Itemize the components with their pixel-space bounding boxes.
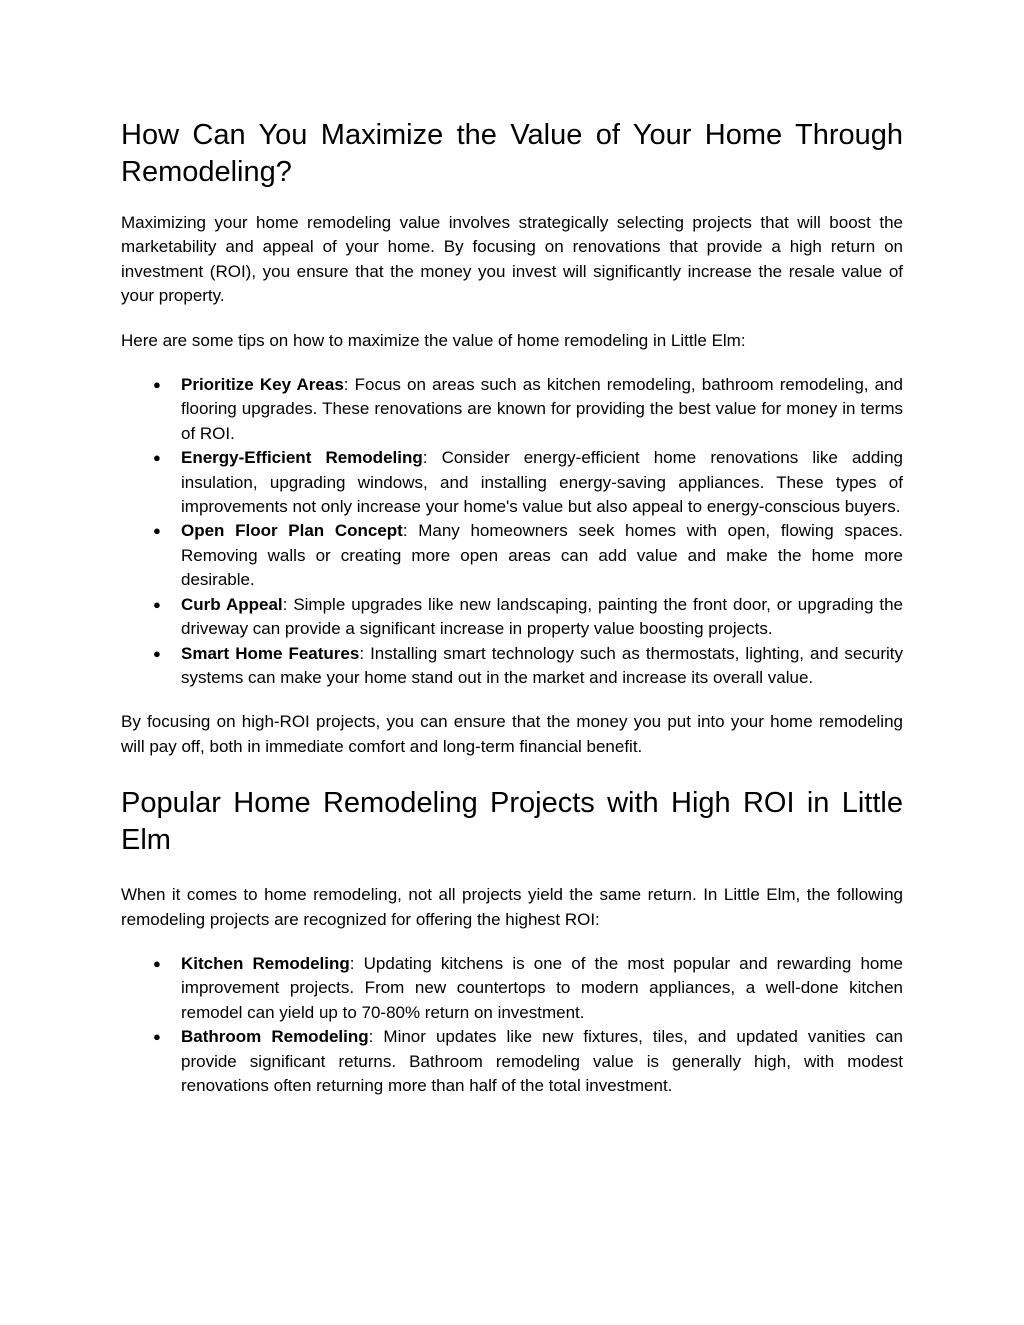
section-heading-popular-projects: Popular Home Remodeling Projects with High ROI in Little Elm (121, 787, 903, 857)
list-item-text: : Updating kitchens is one of the most popular and rewarding home improvement projects. From new countertops to modern appliances, a well-done kitchen remodel can yield up to 70-80% return on investment. (181, 953, 903, 1022)
bullet-icon: ● (153, 596, 161, 612)
intro-paragraph: Maximizing your home remodeling value involves strategically selecting projects that will boost the marketability and appeal of your home. By focusing on renovations that provide a high return on investment (ROI), you ensure that the money you invest will significantly increase the resale value of your property. (121, 213, 903, 306)
bullet-icon: ● (153, 645, 161, 661)
bullet-icon: ● (153, 450, 161, 466)
list-item (121, 446, 903, 519)
closing-paragraph: By focusing on high-ROI projects, you can ensure that the money you put into your home remodeling will pay off, both in immediate comfort and long-term financial benefit. (121, 712, 903, 756)
list-item (121, 642, 903, 691)
list-item (121, 952, 903, 1025)
list-item-term: Energy-Efficient Remodeling (181, 448, 423, 468)
tips-list (121, 373, 903, 690)
bullet-icon: ● (153, 1029, 161, 1045)
bullet-icon: ● (153, 377, 161, 393)
list-item-term: Prioritize Key Areas (181, 375, 344, 395)
list-item-term: Curb Appeal (181, 594, 283, 614)
list-item (121, 593, 903, 642)
list-item-term: Bathroom Remodeling (181, 1027, 369, 1047)
list-item-text: : Simple upgrades like new landscaping, painting the front door, or upgrading the driveway can provide a significant increase in property value boosting projects. (181, 594, 903, 639)
list-item (121, 373, 903, 446)
list-item (121, 1025, 903, 1098)
list-item (121, 519, 903, 592)
projects-intro-paragraph: When it comes to home remodeling, not all projects yield the same return. In Little Elm, the following remodeling projects are recognized for offering the highest ROI: (121, 885, 903, 929)
list-item-text: : Minor updates like new fixtures, tiles, and updated vanities can provide significant returns. Bathroom remodeling value is generally high, with modest renovations often returning more than half of the total investment. (181, 1027, 903, 1095)
list-item-term: Smart Home Features (181, 643, 360, 663)
list-item-text: : Installing smart technology such as thermostats, lighting, and security systems can make your home stand out in the market and increase its overall value. (181, 643, 903, 687)
bullet-icon: ● (153, 523, 161, 539)
bullet-icon: ● (153, 955, 161, 971)
list-item-text: : Many homeowners seek homes with open, flowing spaces. Removing walls or creating more open areas can add value and make the home more desirable. (181, 521, 903, 590)
section-heading-maximize-value: How Can You Maximize the Value of Your Home Through Remodeling? (121, 119, 903, 188)
list-item-text: : Consider energy-efficient home renovations like adding insulation, upgrading windows, and installing energy-saving appliances. These types of improvements not only increase your home's value but also appeal to energy-conscious buyers. (181, 448, 903, 517)
list-item-term: Open Floor Plan Concept (181, 521, 403, 541)
tips-lead-paragraph: Here are some tips on how to maximize the value of home remodeling in Little Elm: (121, 330, 746, 350)
projects-list (121, 952, 903, 1098)
list-item-term: Kitchen Remodeling (181, 953, 350, 973)
list-item-text: : Focus on areas such as kitchen remodeling, bathroom remodeling, and flooring upgrades. These renovations are known for providing the best value for money in terms of ROI. (181, 375, 904, 443)
